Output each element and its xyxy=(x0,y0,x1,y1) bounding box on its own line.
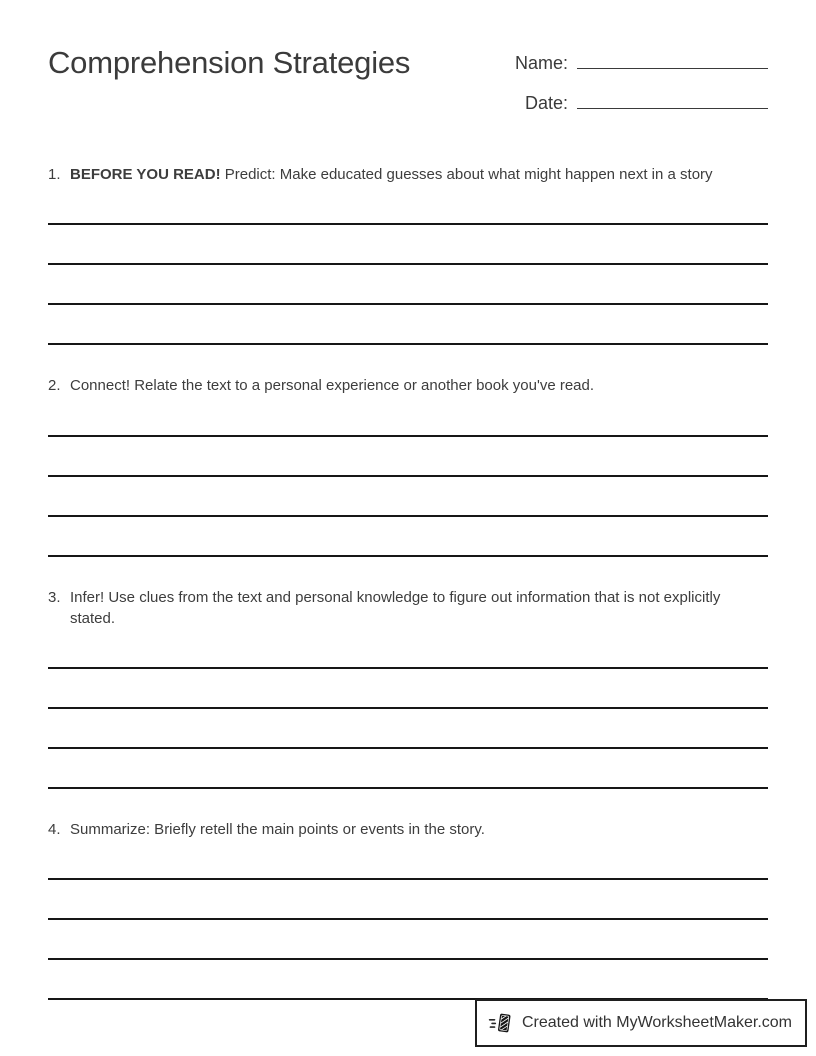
name-label: Name: xyxy=(514,53,568,73)
answer-line xyxy=(48,667,768,669)
question-2-number: 2. xyxy=(48,377,61,395)
worksheet-header xyxy=(48,0,768,130)
question-2-text-row xyxy=(48,375,768,396)
answer-line xyxy=(48,303,768,305)
flying-worksheet-icon xyxy=(488,1010,514,1036)
footer-credit-text: Created with MyWorksheetMaker.com xyxy=(521,1014,792,1031)
answer-line xyxy=(48,878,768,880)
question-1 xyxy=(48,164,768,345)
question-1-text xyxy=(70,164,768,185)
answer-line xyxy=(48,787,768,789)
question-3-text xyxy=(70,587,768,630)
answer-line xyxy=(48,343,768,345)
name-blank-line xyxy=(577,50,768,69)
question-4-prompt: Summarize: Briefly retell the main points or events in the story. xyxy=(70,821,485,839)
date-blank-line xyxy=(577,90,768,109)
question-3-number: 3. xyxy=(48,588,61,606)
question-2-text xyxy=(70,375,768,396)
answer-line xyxy=(48,515,768,517)
question-4-number: 4. xyxy=(48,821,61,839)
answer-line xyxy=(48,958,768,960)
answer-line xyxy=(48,555,768,557)
footer-credit-badge[interactable] xyxy=(475,999,807,1047)
question-1-bold-prefix: BEFORE YOU READ! xyxy=(70,166,221,183)
answer-line xyxy=(48,435,768,437)
question-4 xyxy=(48,819,768,1000)
answer-line xyxy=(48,918,768,920)
question-1-number: 1. xyxy=(48,166,61,183)
date-label: Date: xyxy=(524,93,568,113)
question-4-text-row xyxy=(48,819,768,840)
question-3-prompt: Infer! Use clues from the text and personal knowledge to figure out information that is not explicitly stated. xyxy=(70,588,721,627)
question-list xyxy=(48,164,768,1000)
question-3-text-row xyxy=(48,587,768,630)
answer-line xyxy=(48,707,768,709)
answer-line xyxy=(48,223,768,225)
question-2 xyxy=(48,375,768,556)
question-1-text-row xyxy=(48,164,768,185)
answer-line xyxy=(48,263,768,265)
name-field-row xyxy=(512,50,768,74)
question-4-text xyxy=(70,819,768,840)
date-field-row xyxy=(512,90,768,114)
question-2-prompt: Connect! Relate the text to a personal experience or another book you've read. xyxy=(70,377,595,395)
answer-line xyxy=(48,747,768,749)
page-title: Comprehension Strategies xyxy=(48,45,411,80)
question-1-prompt: Predict: Make educated guesses about what might happen next in a story xyxy=(224,166,713,183)
question-3 xyxy=(48,587,768,790)
name-date-fields xyxy=(512,46,768,130)
answer-line xyxy=(48,475,768,477)
